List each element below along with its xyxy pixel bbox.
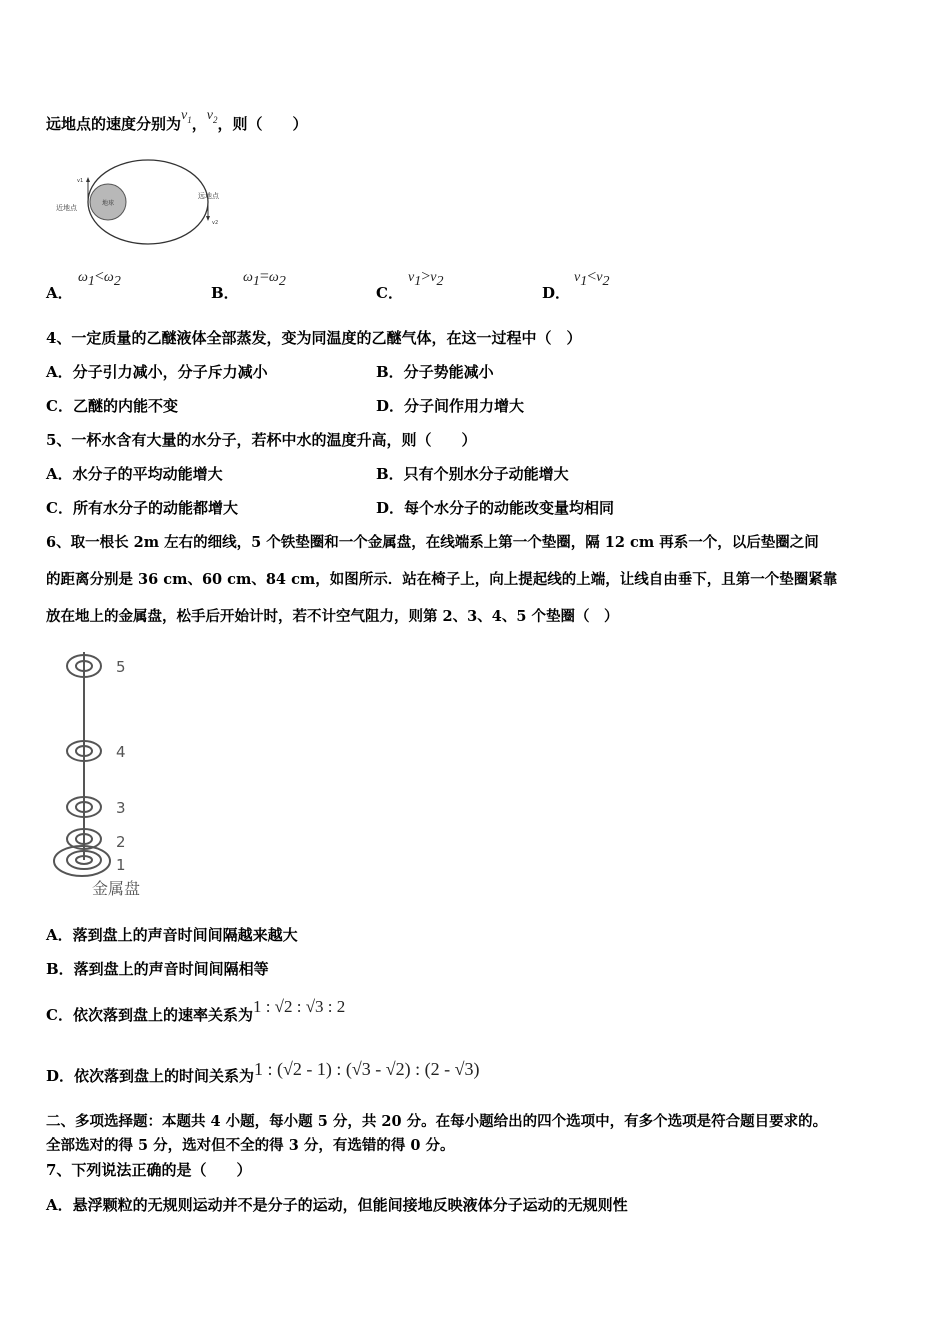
q3-option-b-letter: B． bbox=[211, 284, 239, 302]
q4-stem: 4、一定质量的乙醚液体全部蒸发，变为同温度的乙醚气体，在这一过程中（ ） bbox=[46, 329, 582, 347]
q6-option-b: B．落到盘上的声音时间间隔相等 bbox=[46, 960, 269, 978]
q7-stem: 7、下列说法正确的是（ ） bbox=[46, 1161, 252, 1179]
washer-label-2: 2 bbox=[116, 833, 126, 851]
q6-stem-line1: 6、取一根长 2m 左右的细线，5 个铁垫圈和一个金属盘，在线端系上第一个垫圈，隔 12 cm 再系一个，以后垫圈之间 bbox=[46, 534, 819, 551]
q3-option-d-letter: D． bbox=[542, 284, 571, 302]
q3-tail-line: 远地点的速度分别为$v_1$，$v_2$，则（ ） bbox=[46, 108, 308, 133]
v2-fig-label: v2 bbox=[212, 220, 219, 226]
v1-fig-label: v1 bbox=[77, 178, 84, 184]
q6-option-c-text: C．依次落到盘上的速率关系为 bbox=[46, 1006, 253, 1024]
q4-option-c: C．乙醚的内能不变 bbox=[46, 397, 178, 415]
q6-option-a: A．落到盘上的声音时间间隔越来越大 bbox=[46, 926, 298, 944]
q5-stem: 5、一杯水含有大量的水分子，若杯中水的温度升高，则（ ） bbox=[46, 431, 477, 449]
q7-option-a: A．悬浮颗粒的无规则运动并不是分子的运动，但能间接地反映液体分子运动的无规则性 bbox=[46, 1196, 628, 1214]
v1-symbol: $v_1$ bbox=[181, 108, 192, 125]
q3-option-d-math: $v_1<v_2$ bbox=[574, 268, 610, 290]
q3-option-a-math: $\omega_1<\omega_2$ bbox=[78, 268, 121, 290]
q3-option-b-math: $\omega_1=\omega_2$ bbox=[243, 268, 286, 290]
q4-option-b: B．分子势能减小 bbox=[376, 363, 494, 381]
q6-stem-line2: 的距离分别是 36 cm、60 cm、84 cm，如图所示．站在椅子上，向上提起线的上端，让线自由垂下，且第一个垫圈紧靠 bbox=[46, 571, 838, 588]
section2-line1: 二、多项选择题：本题共 4 小题，每小题 5 分，共 20 分。在每小题给出的四个选项中，有多个选项是符合题目要求的。 bbox=[46, 1113, 828, 1130]
earth-label: 地球 bbox=[101, 200, 115, 207]
orbit-figure bbox=[52, 158, 242, 248]
v2-symbol: $v_2$ bbox=[206, 108, 218, 125]
washer-label-1: 1 bbox=[116, 856, 126, 874]
q6-stem-line3: 放在地上的金属盘，松手后开始计时，若不计空气阻力，则第 2、3、4、5 个垫圈（ ） bbox=[46, 608, 619, 625]
section2-line2: 全部选对的得 5 分，选对但不全的得 3 分，有选错的得 0 分。 bbox=[46, 1137, 455, 1154]
q3-option-a-letter: A． bbox=[46, 284, 73, 302]
q6-option-d bbox=[46, 1059, 480, 1086]
washer-label-3: 3 bbox=[116, 799, 126, 817]
washer-label-4: 4 bbox=[116, 743, 126, 761]
far-point-label: 远地点 bbox=[198, 192, 219, 200]
q3-tail-text: 远地点的速度分别为 bbox=[46, 115, 182, 133]
q3-tail-end: ，则（ ） bbox=[217, 115, 308, 133]
q6-option-d-text: D．依次落到盘上的时间关系为 bbox=[46, 1067, 255, 1085]
washer-label-5: 5 bbox=[116, 658, 126, 676]
washer-figure bbox=[48, 648, 168, 900]
metal-plate-label: 金属盘 bbox=[92, 879, 141, 898]
v1-arrowhead bbox=[86, 177, 90, 182]
near-point-label: 近地点 bbox=[56, 204, 77, 212]
v2-arrowhead bbox=[206, 216, 210, 221]
q3-option-c-letter: C． bbox=[376, 284, 403, 302]
q5-option-a: A．水分子的平均动能增大 bbox=[46, 465, 223, 483]
q3-option-c-math: $v_1>v_2$ bbox=[408, 268, 444, 290]
q6-option-c bbox=[46, 997, 346, 1025]
q5-option-d: D．每个水分子的动能改变量均相同 bbox=[376, 499, 615, 517]
q6-option-d-math: 1 : (√2 - 1) : (√3 - √2) : (2 - √3) bbox=[254, 1059, 480, 1079]
q5-option-c: C．所有水分子的动能都增大 bbox=[46, 499, 238, 517]
q4-option-d: D．分子间作用力增大 bbox=[376, 397, 525, 415]
q4-option-a: A．分子引力减小，分子斥力减小 bbox=[46, 363, 268, 381]
q5-option-b: B．只有个别水分子动能增大 bbox=[376, 465, 569, 483]
q6-option-c-math: 1 : √2 : √3 : 2 bbox=[252, 997, 346, 1016]
